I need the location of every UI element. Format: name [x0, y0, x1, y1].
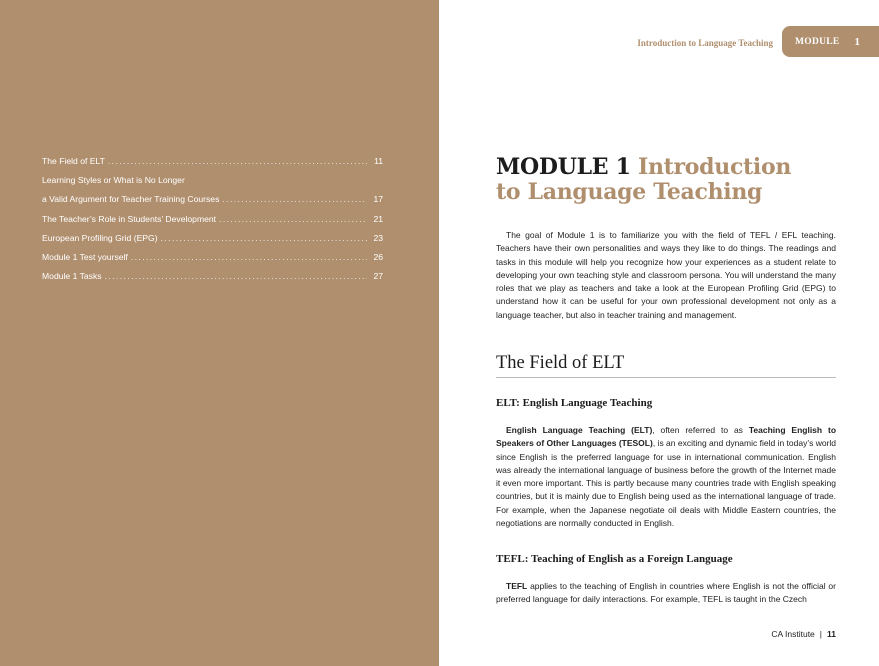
toc-entry-page: 23 — [373, 232, 383, 243]
toc-leader-dots — [161, 233, 367, 243]
toc-entry-title: The Teacher’s Role in Students’ Development — [42, 213, 217, 224]
elt-subheading: ELT: English Language Teaching — [496, 397, 653, 409]
toc-entry[interactable] — [42, 252, 383, 271]
elt-text: , is an exciting and dynamic field in today’s world since English is the preferred language for use in international communication. English was already the international language of business before the growth of the Internet made it even more important. This is partly because many countries trade with English speaking countries, but it is mainly due to English being used as the international language of trade. For example, when the Japanese negotiate oil deals with Middle Eastern countries, the negotiations are normally conducted in English. — [496, 438, 836, 529]
module-tab-number: 1 — [854, 35, 860, 48]
right-page — [439, 0, 879, 666]
toc-entry-title: The Field of ELT — [42, 156, 105, 166]
toc-entry-page: 27 — [373, 271, 383, 282]
toc-entry[interactable] — [42, 271, 383, 290]
module-heading-title: Introduction to Language Teaching — [496, 154, 792, 205]
toc-entry-page: 21 — [373, 213, 383, 224]
toc-entry-title: a Valid Argument for Teacher Training Courses — [42, 194, 220, 205]
elt-term: English Language Teaching (ELT) — [506, 425, 653, 435]
table-of-contents — [42, 156, 383, 290]
toc-entry[interactable] — [42, 175, 383, 194]
elt-text: , often referred to as — [652, 425, 749, 435]
toc-leader-dots — [108, 156, 367, 166]
toc-leader-dots — [131, 252, 367, 262]
section-title: The Field of ELT — [496, 351, 836, 378]
elt-paragraph — [496, 424, 836, 530]
toc-entry-title: Module 1 Tasks — [42, 271, 102, 282]
toc-leader-dots — [219, 214, 367, 224]
running-header-title: Introduction to Language Teaching — [637, 38, 773, 48]
toc-entry[interactable] — [42, 214, 383, 233]
intro-paragraph: The goal of Module 1 is to familiarize you with the field of TEFL / EFL teaching. Teachers have their own personalities and ways they like to do things. The readings and tasks in this module will help you recognize how your experiences as a student relate to developing your own teaching style and classroom persona. You will understand the many roles that we play as teachers and take a look at the European Profiling Grid (EPG) to understand how it can be useful for your own professional development not only as a language teacher, but also in teacher training and management. — [496, 230, 836, 320]
toc-entry-page: 11 — [374, 156, 383, 166]
toc-entry[interactable] — [42, 156, 383, 175]
toc-entry-page: 26 — [373, 251, 383, 262]
footer-separator: | — [819, 629, 822, 639]
page-footer — [771, 629, 836, 639]
toc-entry-title: Learning Styles or What is No Longer — [42, 175, 185, 186]
module-heading — [496, 155, 816, 205]
footer-page-number: 11 — [827, 629, 836, 639]
footer-publisher: CA Institute — [771, 629, 815, 639]
module-heading-prefix: MODULE 1 — [496, 154, 631, 180]
toc-leader-dots — [222, 194, 367, 204]
toc-entry-page: 17 — [373, 194, 383, 205]
toc-entry[interactable] — [42, 194, 383, 213]
left-page — [0, 0, 439, 666]
toc-leader-dots — [105, 271, 367, 281]
tefl-text: applies to the teaching of English in countries where English is not the official or preferred language for daily interactions. For example, TEFL is taught in the Czech — [496, 581, 836, 605]
toc-entry-title: European Profiling Grid (EPG) — [42, 232, 158, 243]
tefl-paragraph — [496, 580, 836, 607]
module-tab-label: MODULE — [795, 36, 840, 47]
toc-entry-title: Module 1 Test yourself — [42, 251, 128, 262]
tesol-term: Teaching English to Speakers of Other Languages (TESOL) — [496, 425, 837, 449]
toc-entry[interactable] — [42, 233, 383, 252]
tefl-subheading: TEFL: Teaching of English as a Foreign Language — [496, 553, 733, 565]
module-tab — [782, 26, 879, 57]
tefl-term: TEFL — [506, 581, 528, 591]
